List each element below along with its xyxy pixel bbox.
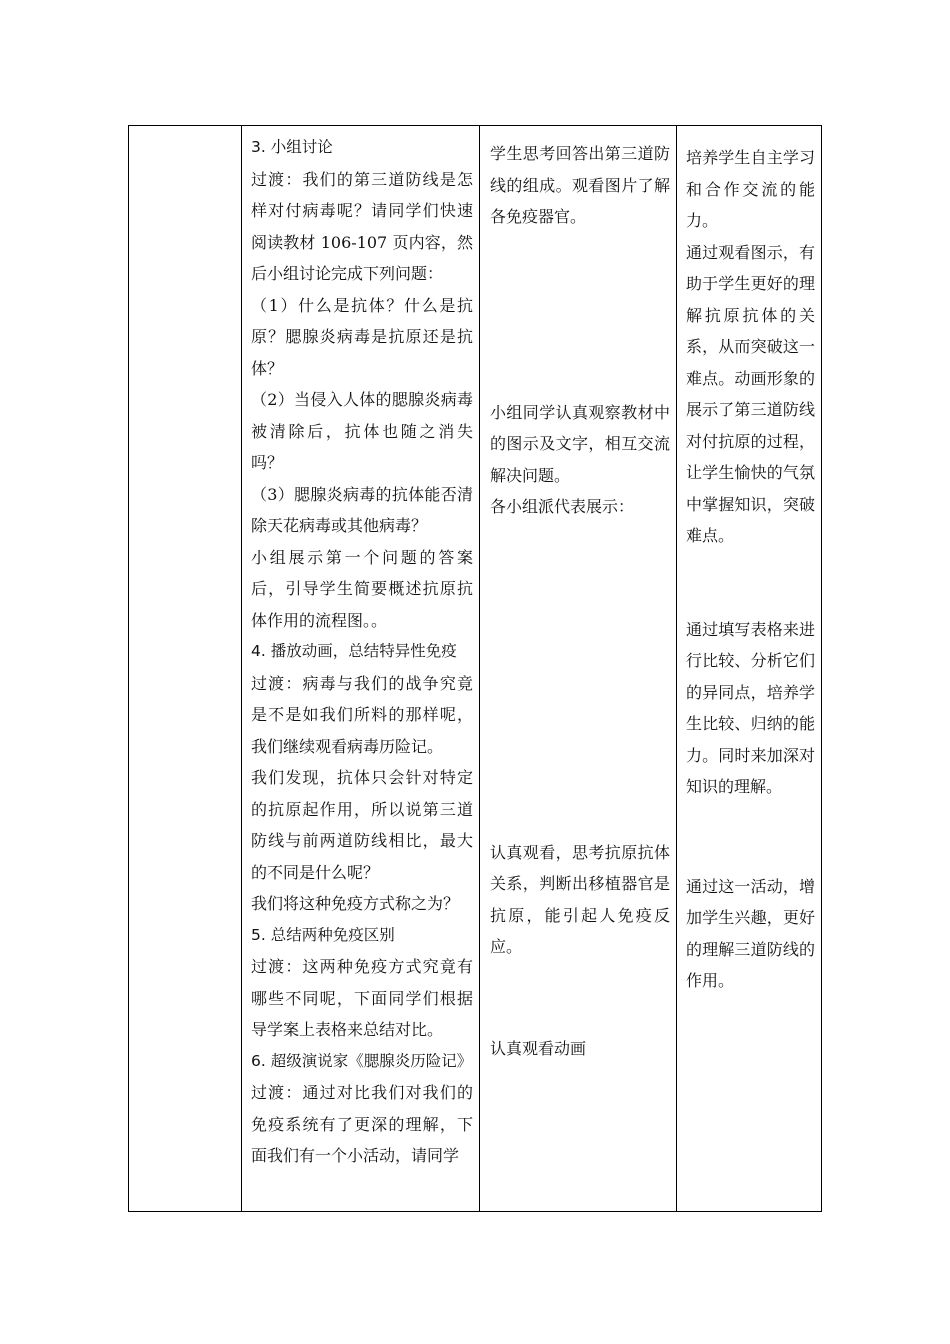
- lesson-plan-table: [128, 125, 822, 1212]
- design-intent-cell: [677, 126, 822, 1212]
- question-item: （3）腮腺炎病毒的抗体能否清除天花病毒或其他病毒？: [251, 484, 473, 535]
- step-heading: 4. 播放动画，总结特异性免疫: [251, 642, 457, 660]
- paragraph: 小组同学认真观察教材中的图示及文字，相互交流解决问题。: [490, 402, 670, 485]
- teacher-activity-cell: [242, 126, 480, 1212]
- paragraph: 过渡：病毒与我们的战争究竟是不是如我们所料的那样呢，我们继续观看病毒历险记。: [251, 673, 473, 756]
- student-activity-cell: [480, 126, 677, 1212]
- step-heading: 5. 总结两种免疫区别: [251, 925, 395, 944]
- paragraph: 我们将这种免疫方式称之为？: [251, 894, 460, 913]
- paragraph: 通过观看图示，有助于学生更好的理解抗原抗体的关系，从而突破这一难点。动画形象的展示了第三道防线对付抗原的过程，让学生愉快的气氛中掌握知识，突破难点。: [686, 242, 815, 545]
- paragraph: 学生思考回答出第三道防线的组成。观看图片了解各免疫器官。: [490, 144, 670, 226]
- step-heading: 3. 小组讨论: [251, 138, 333, 156]
- paragraph: 小组展示第一个问题的答案后，引导学生简要概述抗原抗体作用的流程图。。: [251, 547, 473, 630]
- paragraph: 通过填写表格来进行比较、分析它们的异同点，培养学生比较、归纳的能力。同时来加深对知识的理解。: [686, 619, 815, 796]
- paragraph: 过渡：我们的第三道防线是怎样对付病毒呢？请同学们快速阅读教材 106-107 页内容，然后小组讨论完成下列问题：: [251, 169, 473, 283]
- paragraph: 认真观看，思考抗原抗体关系，判断出移植器官是抗原，能引起人免疫反应。: [490, 842, 670, 956]
- question-item: （1）什么是抗体？什么是抗原？腮腺炎病毒是抗原还是抗体？: [251, 295, 473, 378]
- paragraph: 认真观看动画: [490, 1038, 587, 1058]
- section-cell: [129, 126, 242, 1212]
- table-row: [129, 126, 822, 1212]
- paragraph: 过渡：这两种免疫方式究竟有哪些不同呢，下面同学们根据导学案上表格来总结对比。: [251, 957, 473, 1039]
- step-heading: 6. 超级演说家《腮腺炎历险记》: [251, 1051, 473, 1070]
- paragraph: 过渡：通过对比我们对我们的免疫系统有了更深的理解，下面我们有一个小活动，请同学: [251, 1083, 473, 1165]
- paragraph: 培养学生自主学习和合作交流的能力。: [686, 148, 815, 230]
- paragraph: 我们发现，抗体只会针对特定的抗原起作用，所以说第三道防线与前两道防线相比，最大的不同是什么呢？: [251, 768, 473, 882]
- paragraph: 各小组派代表展示：: [490, 497, 635, 516]
- question-item: （2）当侵入人体的腮腺炎病毒被清除后，抗体也随之消失吗？: [251, 390, 473, 472]
- paragraph: 通过这一活动，增加学生兴趣，更好的理解三道防线的作用。: [686, 876, 815, 990]
